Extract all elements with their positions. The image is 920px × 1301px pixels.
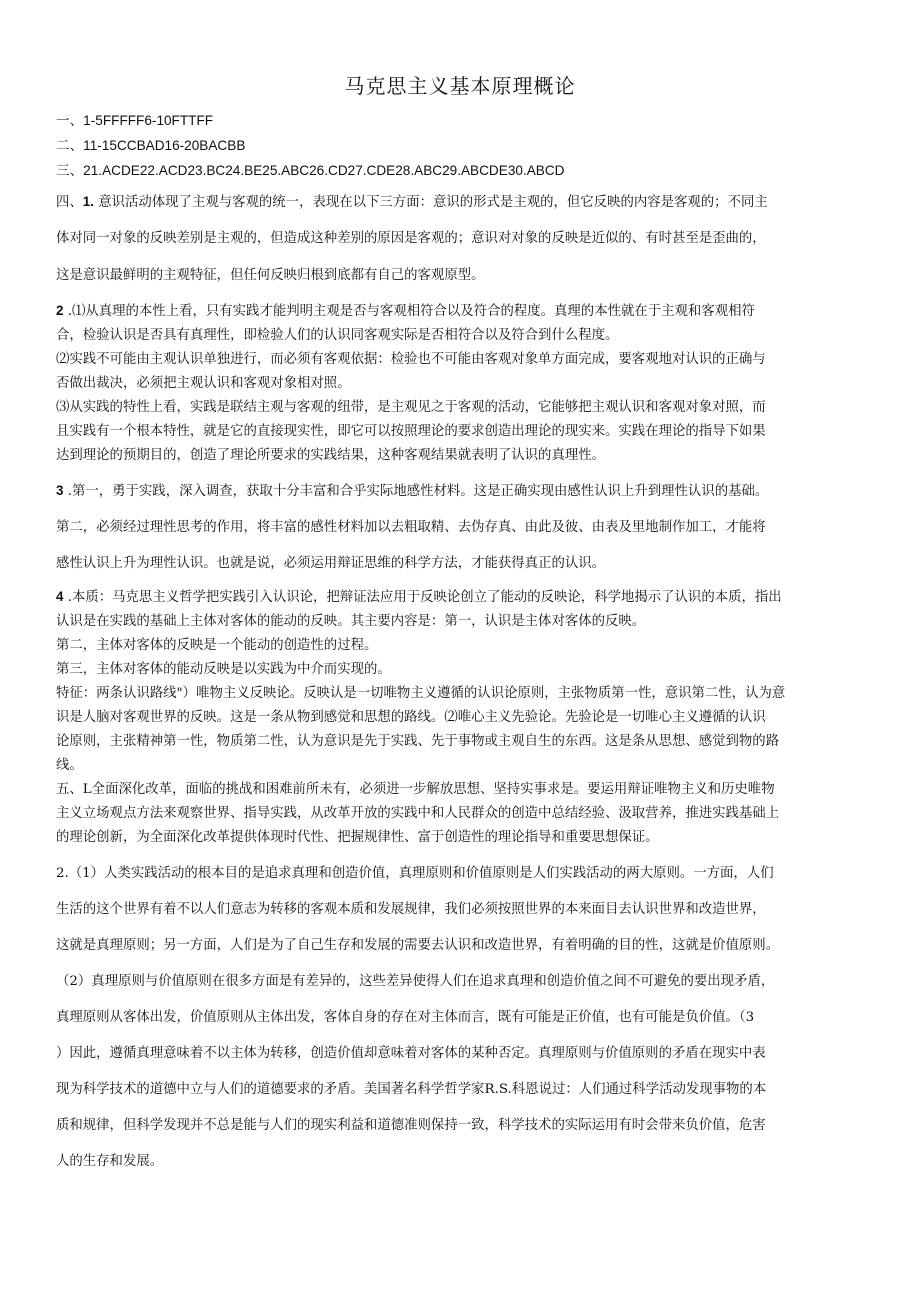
- answer-part1: 一、1-5FFFFF6-10FTTFF: [56, 113, 214, 128]
- q5b-line-5: 真理原则从客体出发，价值原则从主体出发，客体自身的存在对主体而言，既有可能是正价值，也有可能是负价值。（3: [56, 1010, 755, 1025]
- q2-line-6: 且实践有一个根本特性，就是它的直接现实性，即它可以按照理论的要求创造出理论的现实来。实践在理论的指导下如果: [56, 424, 766, 439]
- q5-line-1: 五、L全面深化改革，面临的挑战和困难前所未有，必须进一步解放思想、坚持实事求是。要运用辩证唯物主义和历史唯物: [56, 782, 775, 797]
- q4-text: 意识活动体现了主观与客观的统一，表现在以下三方面：意识的形式是主观的，但它反映的内容是客观的；不同主: [93, 195, 768, 210]
- q3-line-3: 感性认识上升为理性认识。也就是说，必须运用辩证思维的科学方法，才能获得真正的认识。: [56, 556, 606, 571]
- q5b-line-6: ）因此，遵循真理意味着不以主体为转移，创造价值却意味着对客体的某种否定。真理原则与价值原则的矛盾在现实中表: [56, 1046, 766, 1061]
- q5-line-3: 的理论创新，为全面深化改革提供体现时代性、把握规律性、富于创造性的理论指导和重要思想保证。: [56, 830, 659, 845]
- answer-part2: 二、11-15CCBAD16-20BACBB: [56, 138, 246, 153]
- q2-line-2: 合，检验认识是否具有真理性，即检验人们的认识同客观实际是否相符合以及符合到什么程度。: [56, 328, 619, 343]
- q5-line-2: 主义立场观点方法来观察世界、指导实践，从改革开放的实践中和人民群众的创造中总结经验、汲取营养，推进实践基础上: [56, 806, 780, 821]
- q4-line-2: 体对同一对象的反映差别是主观的，但造成这种差别的原因是客观的；意识对对象的反映是近似的、有时甚至是歪曲的，: [56, 231, 766, 246]
- q4b-line-8: 线。: [56, 758, 83, 773]
- q4-line-3: 这是意识最鲜明的主观特征，但任何反映归根到底都有自己的客观原型。: [56, 268, 485, 283]
- q5b-line-2: 生活的这个世界有着不以人们意志为转移的客观本质和发展规律，我们必须按照世界的本来面目去认识世界和改造世界，: [56, 902, 766, 917]
- q2-text: .⑴从真理的本性上看，只有实践才能判明主观是否与客观相符合以及符合的程度。真理的本性就在于主观和客观相符: [63, 304, 755, 319]
- q2-line-4: 否做出裁决，必须把主观认识和客观对象相对照。: [56, 376, 351, 391]
- q4b-line-2: 认识是在实践的基础上主体对客体的能动的反映。其主要内容是：第一，认识是主体对客体的反映。: [56, 614, 646, 629]
- q4-line-1: [56, 191, 872, 210]
- q4b-text: .本质：马克思主义哲学把实践引入认识论，把辩证法应用于反映论创立了能动的反映论，科学地揭示了认识的本质，指出: [63, 590, 782, 605]
- q2-line-5: ⑶从实践的特性上看，实践是联结主观与客观的纽带，是主观见之于客观的活动，它能够把主观认识和客观对象对照，而: [56, 400, 766, 415]
- q2-line-1: [56, 300, 872, 319]
- q2-line-3: ⑵实践不可能由主观认识单独进行，而必须有客观依据：检验也不可能由客观对象单方面完成，要客观地对认识的正确与: [56, 352, 766, 367]
- q3-line-1: [56, 480, 872, 499]
- q5b-line-3: 这就是真理原则；另一方面，人们是为了自己生存和发展的需要去认识和改造世界，有着明确的目的性，这就是价值原则。: [56, 938, 780, 953]
- q5b-line-8: 质和规律，但科学发现并不总是能与人们的现实利益和道德准则保持一致，科学技术的实际运用有时会带来负价值，危害: [56, 1118, 766, 1133]
- document-title: 马克思主义基本原理概论: [344, 74, 576, 98]
- q4b-number: 4: [56, 589, 64, 604]
- q2-number: 2: [56, 303, 64, 318]
- q4b-line-7: 论原则，主张精神第一性，物质第二性，认为意识是先于实践、先于事物或主观自生的东西。这是条从思想、感觉到物的路: [56, 734, 780, 749]
- q4-prefix: 四、: [56, 195, 83, 210]
- q5b-line-1: 2.（1）人类实践活动的根本目的是追求真理和创造价值，真理原则和价值原则是人们实践活动的两大原则。一方面，人们: [56, 866, 774, 881]
- q5b-line-7: 现为科学技术的道德中立与人们的道德要求的矛盾。美国著名科学哲学家R.S.科恩说过：人们通过科学活动发现事物的本: [56, 1082, 767, 1097]
- q4b-line-4: 第三，主体对客体的能动反映是以实践为中介而实现的。: [56, 662, 391, 677]
- q4b-line-1: [56, 586, 872, 605]
- q5b-line-9: 人的生存和发展。: [56, 1154, 164, 1169]
- q4b-line-5: 特征：两条认识路线"）唯物主义反映论。反映认是一切唯物主义遵循的认识论原则，主张物质第一性，意识第二性，认为意: [56, 686, 786, 701]
- answer-part3: 三、21.ACDE22.ACD23.BC24.BE25.ABC26.CD27.CDE28.ABC29.ABCDE30.ABCD: [56, 163, 565, 178]
- q4-number: 1.: [82, 194, 94, 209]
- q5b-line-4: （2）真理原则与价值原则在很多方面是有差异的，这些差异使得人们在追求真理和创造价值之间不可避免的要出现矛盾，: [56, 974, 775, 989]
- q3-number: 3: [56, 483, 64, 498]
- q4b-line-3: 第二，主体对客体的反映是一个能动的创造性的过程。: [56, 638, 378, 653]
- q2-line-7: 达到理论的预期目的，创造了理论所要求的实践结果，这种客观结果就表明了认识的真理性。: [56, 448, 606, 463]
- q4b-line-6: 识是人脑对客观世界的反映。这是一条从物到感觉和思想的路线。⑵唯心主义先验论。先验论是一切唯心主义遵循的认识: [56, 710, 766, 725]
- q3-text: .第一，勇于实践，深入调查，获取十分丰富和合乎实际地感性材料。这是正确实现由感性认识上升到理性认识的基础。: [63, 484, 769, 499]
- q3-line-2: 第二，必须经过理性思考的作用，将丰富的感性材料加以去粗取精、去伪存真、由此及彼、由表及里地制作加工，才能将: [56, 520, 766, 535]
